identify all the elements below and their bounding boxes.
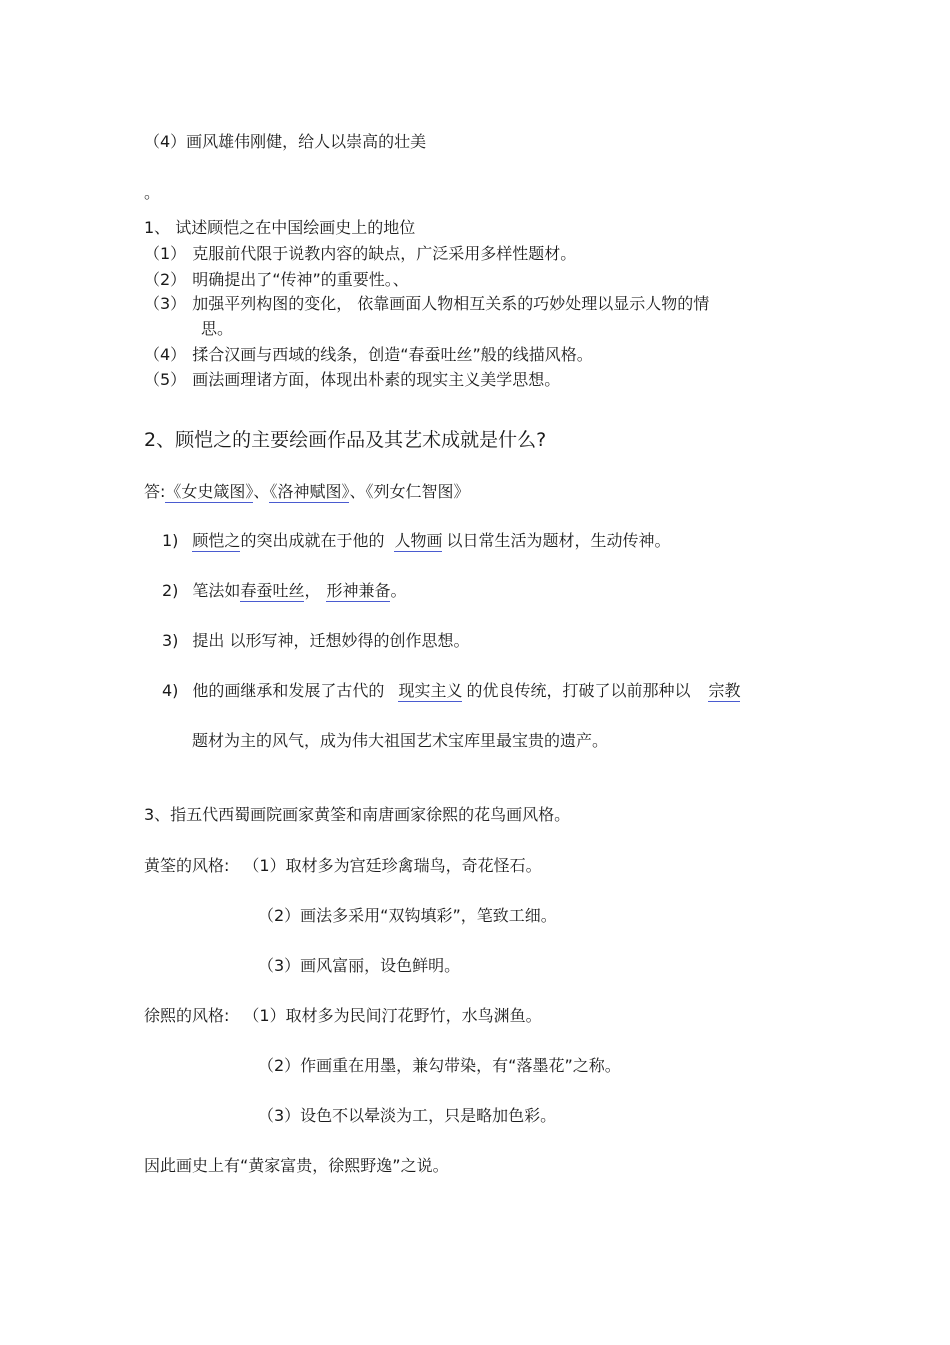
q1-item-num: （1） [144,244,187,263]
xu-style-label: 徐熙的风格: [144,1006,230,1025]
q1-item-4 [144,345,593,365]
q2-point-1 [162,531,670,551]
highlight-gukaizhi: 顾恺之 [192,531,241,550]
xu-style-line-1 [144,1006,542,1026]
point-text: ， [304,581,321,600]
highlight-renwuhua: 人物画 [394,531,443,550]
point-text: 以日常生活为题材，生动传神。 [446,531,671,550]
xu-style-item-2: （2）作画重在用墨，兼勾带染，有“落墨花”之称。 [258,1056,621,1075]
separator: 、 [253,482,270,501]
work-title-lienu: 《列女仁智图》 [365,482,470,501]
q1-item-2 [144,270,409,290]
q1-item-num: （3） [144,294,187,313]
q1-item-3-cont: 思。 [201,319,234,338]
highlight-xingshen: 形神兼备 [326,581,391,600]
style-item: （1）取材多为民间汀花野竹，水鸟渊鱼。 [243,1006,542,1025]
q1-item-1 [144,244,576,264]
point-text: 的突出成就在于他的 [240,531,385,550]
q1-item-5 [144,370,560,390]
xu-style-item-3: （3）设色不以晕淡为工，只是略加色彩。 [258,1106,557,1125]
q1-item-text: 克服前代限于说教内容的缺点，广泛采用多样性题材。 [192,244,577,263]
point-num: 1) [162,531,179,550]
q2-answer [144,482,469,502]
point-text: 笔法如 [192,581,241,600]
q1-item-num: （5） [144,370,187,389]
q1-item-text: 揉合汉画与西域的线条，创造“春蚕吐丝”般的线描风格。 [192,345,593,364]
point-num: 3) [162,631,179,650]
point-num: 2) [162,581,179,600]
huang-style-line-1 [144,856,542,876]
item-4-line: （4）画风雄伟刚健，给人以崇高的壮美 [144,132,427,151]
q2-point-4 [162,681,740,701]
q2-title: 2、顾恺之的主要绘画作品及其艺术成就是什么? [144,429,547,451]
q2-point-4-cont: 题材为主的风气，成为伟大祖国艺术宝库里最宝贵的遗产。 [192,731,609,750]
point-text: 的优良传统，打破了以前那种以 [466,681,691,700]
answer-prefix: 答: [144,482,166,501]
point-text: 。 [390,581,407,600]
highlight-zongjiao: 宗教 [708,681,741,700]
q3-title: 3、指五代西蜀画院画家黄筌和南唐画家徐熙的花鸟画风格。 [144,805,571,824]
q1-item-3 [144,294,709,314]
point-text: 他的画继承和发展了古代的 [192,681,385,700]
q1-title: 1、 试述顾恺之在中国绘画史上的地位 [144,218,416,237]
point-text: 提出 以形写神，迁想妙得的创作思想。 [192,631,470,650]
separator: 、 [349,482,366,501]
period-line: 。 [144,183,161,202]
work-title-nushi: 《女史箴图》 [165,482,254,501]
huang-style-label: 黄筌的风格: [144,856,230,875]
q1-item-num: （2） [144,270,187,289]
q1-item-text: 加强平列构图的变化， 依靠画面人物相互关系的巧妙处理以显示人物的情 [192,294,710,313]
q1-item-text: 画法画理诸方面，体现出朴素的现实主义美学思想。 [192,370,561,389]
q1-item-num: （4） [144,345,187,364]
work-title-luoshen: 《洛神赋图》 [269,482,350,501]
q3-conclusion: 因此画史上有“黄家富贵，徐熙野逸”之说。 [144,1156,449,1175]
q2-point-3 [162,631,470,651]
huang-style-item-2: （2）画法多采用“双钩填彩”，笔致工细。 [258,906,557,925]
highlight-chuncan: 春蚕吐丝 [240,581,305,600]
style-item: （1）取材多为宫廷珍禽瑞鸟，奇花怪石。 [243,856,542,875]
huang-style-item-3: （3）画风富丽，设色鲜明。 [258,956,461,975]
highlight-xianshi: 现实主义 [398,681,463,700]
q1-item-text: 明确提出了“传神”的重要性。、 [192,270,409,289]
point-num: 4) [162,681,179,700]
q2-point-2 [162,581,407,601]
